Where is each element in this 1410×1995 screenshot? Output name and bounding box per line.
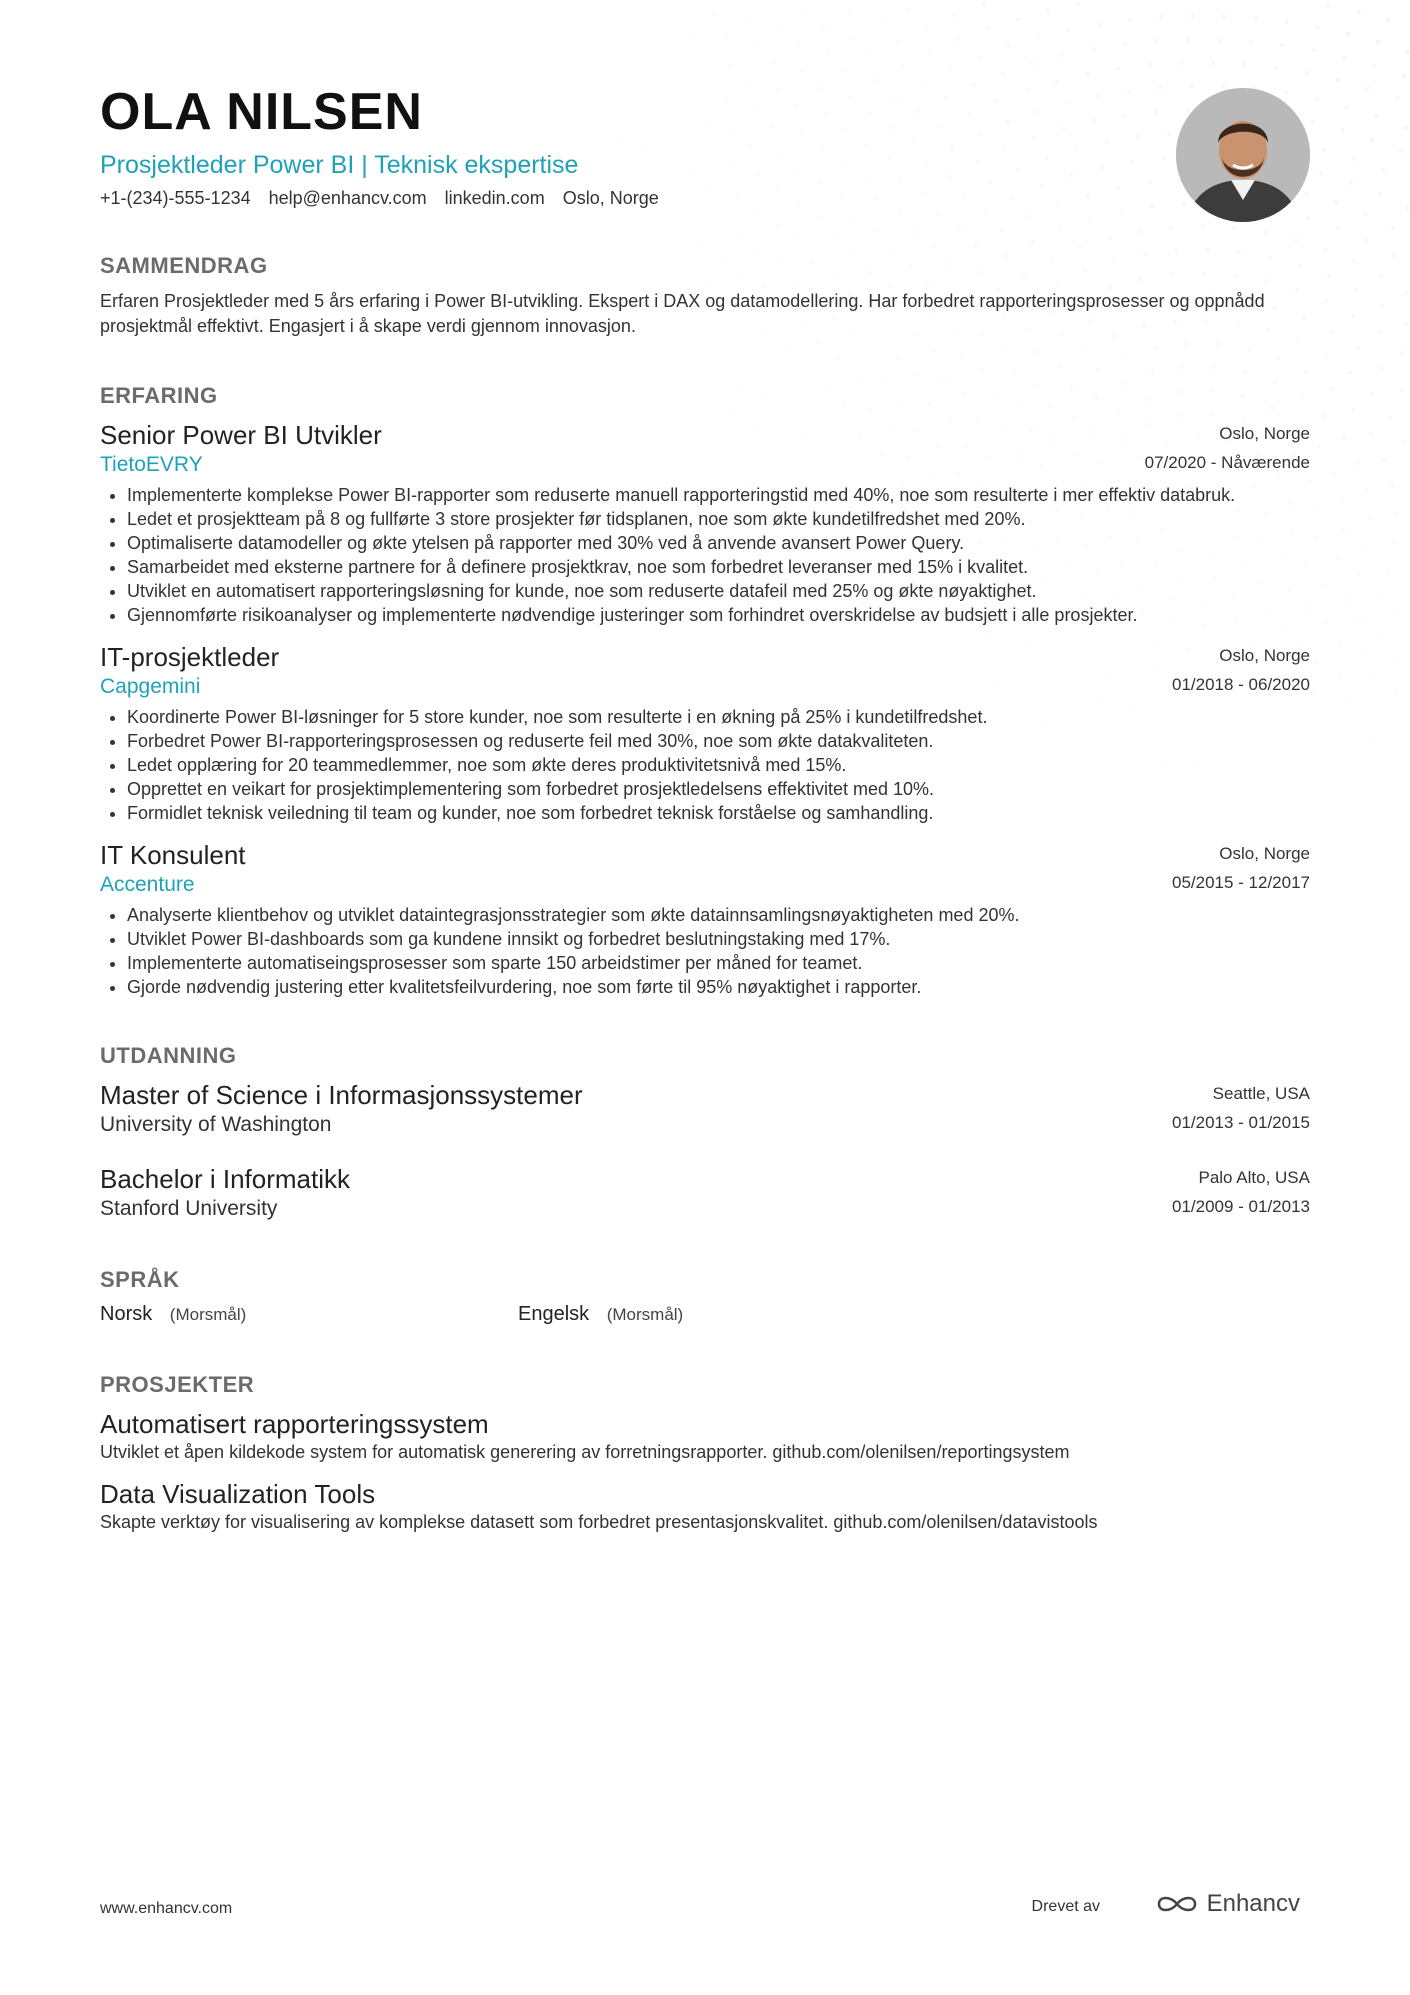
job-bullets bbox=[100, 483, 1310, 627]
project-description: Utviklet et åpen kildekode system for automatisk generering av forretningsrapporter. github.com/olenilsen/reportingsystem bbox=[100, 1442, 1070, 1462]
projects-heading: PROSJEKTER bbox=[100, 1372, 255, 1397]
school-name: University of Washington bbox=[100, 1113, 332, 1136]
education-dates: 01/2013 - 01/2015 bbox=[1171, 1113, 1310, 1132]
job-bullet: • Gjorde nødvendig justering etter kvalitetsfeilvurdering, noe som førte til 95% nøyaktighet i rapporter. bbox=[127, 975, 1310, 999]
job-bullets bbox=[100, 903, 1310, 999]
project-description: Skapte verktøy for visualisering av komplekse datasett som forbedret presentasjonskvalitet. github.com/olenilsen/datavistools bbox=[100, 1512, 1098, 1532]
contact-email[interactable]: help@enhancv.com bbox=[268, 188, 427, 208]
language-level: (Morsmål) bbox=[606, 1305, 684, 1324]
job-bullet: • Forbedret Power BI-rapporteringsprosessen og reduserte feil med 30%, noe som økte datakvaliteten. bbox=[127, 729, 1310, 753]
experience-section bbox=[100, 383, 1310, 999]
degree-title: Master of Science i Informasjonssystemer bbox=[100, 1080, 583, 1110]
profile-photo bbox=[1176, 88, 1310, 222]
language-name: Norsk bbox=[100, 1303, 153, 1325]
job-company: Accenture bbox=[100, 873, 195, 896]
enhancv-logo-text: Enhancv bbox=[1206, 1890, 1300, 1917]
projects-section bbox=[100, 1372, 1310, 1534]
job-location: Oslo, Norge bbox=[1219, 646, 1310, 665]
job-dates: 01/2018 - 06/2020 bbox=[1171, 675, 1310, 694]
summary-text: Erfaren Prosjektleder med 5 års erfaring i Power BI-utvikling. Ekspert i DAX og datamodellering. Har forbedret rapporteringsprosesser og oppnådd prosjektmål effektivt. Engasjert i å skape verdi gjennom innovasjon. bbox=[100, 291, 1265, 336]
language-level: (Morsmål) bbox=[169, 1305, 247, 1324]
language-item bbox=[518, 1303, 936, 1326]
language-name: Engelsk bbox=[518, 1303, 590, 1325]
education-heading: UTDANNING bbox=[100, 1043, 237, 1068]
language-list bbox=[100, 1303, 1310, 1326]
project-title: Automatisert rapporteringssystem bbox=[100, 1409, 489, 1439]
contact-row bbox=[100, 188, 1310, 209]
job-bullet: • Analyserte klientbehov og utviklet dataintegrasjonsstrategier som økte datainnsamlingsnøyaktigheten med 20%. bbox=[127, 903, 1310, 927]
job-company: Capgemini bbox=[100, 675, 201, 698]
job-bullet: • Optimaliserte datamodeller og økte ytelsen på rapporter med 30% ved å anvende avansert Power Query. bbox=[127, 531, 1310, 555]
contact-linkedin[interactable]: linkedin.com bbox=[444, 188, 545, 208]
education-entry bbox=[100, 1163, 1310, 1223]
summary-heading: SAMMENDRAG bbox=[100, 253, 268, 278]
footer-url[interactable]: www.enhancv.com bbox=[100, 1900, 233, 1917]
footer-powered-by: Drevet av bbox=[1031, 1898, 1100, 1915]
resume-page bbox=[100, 82, 1310, 1534]
language-item bbox=[100, 1303, 518, 1326]
education-dates: 01/2009 - 01/2013 bbox=[1171, 1197, 1310, 1216]
enhancv-logo-icon bbox=[1155, 1892, 1201, 1916]
job-entry bbox=[100, 839, 1310, 999]
languages-heading: SPRÅK bbox=[100, 1267, 180, 1292]
job-entry bbox=[100, 419, 1310, 627]
job-company: TietoEVRY bbox=[100, 453, 203, 476]
resume-header bbox=[100, 82, 1310, 209]
education-section bbox=[100, 1043, 1310, 1223]
project-title: Data Visualization Tools bbox=[100, 1479, 376, 1509]
job-bullet: • Opprettet en veikart for prosjektimplementering som forbedret prosjektledelsens effektivitet med 10%. bbox=[127, 777, 1310, 801]
job-bullet: • Ledet opplæring for 20 teammedlemmer, noe som økte deres produktivitetsnivå med 15%. bbox=[127, 753, 1310, 777]
job-bullet: • Formidlet teknisk veiledning til team og kunder, noe som forbedret teknisk forståelse og samhandling. bbox=[127, 801, 1310, 825]
job-title: IT-prosjektleder bbox=[100, 642, 280, 672]
enhancv-logo[interactable] bbox=[1155, 1890, 1300, 1918]
job-bullet: • Utviklet en automatisert rapporteringsløsning for kunde, noe som reduserte datafeil med 25% og økte nøyaktighet. bbox=[127, 579, 1310, 603]
job-title: Senior Power BI Utvikler bbox=[100, 420, 382, 450]
contact-phone[interactable]: +1-(234)-555-1234 bbox=[100, 188, 251, 208]
job-entry bbox=[100, 641, 1310, 825]
project-entry bbox=[100, 1478, 1310, 1534]
contact-location: Oslo, Norge bbox=[562, 188, 659, 208]
job-location: Oslo, Norge bbox=[1219, 844, 1310, 863]
job-location: Oslo, Norge bbox=[1219, 424, 1310, 443]
candidate-title: Prosjektleder Power BI | Teknisk ekspertise bbox=[100, 151, 579, 179]
languages-section bbox=[100, 1267, 1310, 1326]
project-entry bbox=[100, 1408, 1310, 1464]
education-entry bbox=[100, 1079, 1310, 1139]
job-bullets bbox=[100, 705, 1310, 825]
experience-heading: ERFARING bbox=[100, 383, 218, 408]
job-bullet: • Ledet et prosjektteam på 8 og fullførte 3 store prosjekter før tidsplanen, noe som økte kundetilfredshet med 20%. bbox=[127, 507, 1310, 531]
candidate-name: OLA NILSEN bbox=[100, 83, 423, 141]
education-location: Palo Alto, USA bbox=[1198, 1168, 1310, 1187]
page-footer bbox=[100, 1890, 1310, 1926]
job-bullet: • Utviklet Power BI-dashboards som ga kundene innsikt og forbedret beslutningstaking med 17%. bbox=[127, 927, 1310, 951]
job-bullet: • Implementerte komplekse Power BI-rapporter som reduserte manuell rapporteringstid med 40%, noe som resulterte i mer effektiv databruk. bbox=[127, 483, 1310, 507]
school-name: Stanford University bbox=[100, 1197, 278, 1220]
job-title: IT Konsulent bbox=[100, 840, 246, 870]
education-location: Seattle, USA bbox=[1212, 1084, 1310, 1103]
job-dates: 07/2020 - Nåværende bbox=[1144, 453, 1310, 472]
job-bullet: • Koordinerte Power BI-løsninger for 5 store kunder, noe som resulterte i en økning på 25% i kundetilfredshet. bbox=[127, 705, 1310, 729]
job-bullet: • Implementerte automatiseingsprosesser som sparte 150 arbeidstimer per måned for teamet. bbox=[127, 951, 1310, 975]
job-bullet: • Gjennomførte risikoanalyser og implementerte nødvendige justeringer som forhindret overskridelse av budsjett i alle prosjekter. bbox=[127, 603, 1310, 627]
degree-title: Bachelor i Informatikk bbox=[100, 1164, 350, 1194]
job-dates: 05/2015 - 12/2017 bbox=[1171, 873, 1310, 892]
summary-section bbox=[100, 253, 1310, 339]
job-bullet: • Samarbeidet med eksterne partnere for å definere prosjektkrav, noe som forbedret leveranser med 15% i kvalitet. bbox=[127, 555, 1310, 579]
